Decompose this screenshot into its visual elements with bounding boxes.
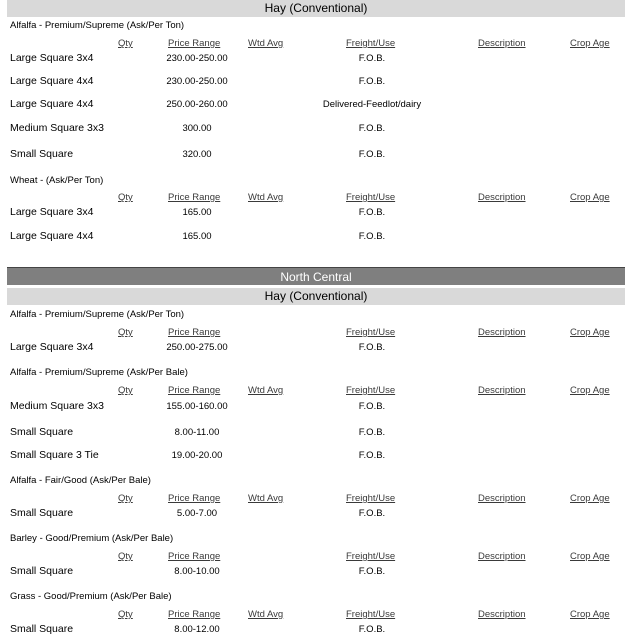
row-name: Small Square — [10, 565, 74, 577]
header-description: Description — [478, 551, 526, 562]
header-freight-use: Freight/Use — [346, 327, 396, 338]
header-freight-use: Freight/Use — [346, 192, 396, 203]
row-freight: F.O.B. — [358, 123, 386, 134]
header-crop-age: Crop Age — [570, 192, 610, 203]
header-crop-age: Crop Age — [570, 493, 610, 504]
header-description: Description — [478, 327, 526, 338]
header-qty: Qty — [118, 327, 133, 338]
category-title: Alfalfa - Fair/Good (Ask/Per Bale) — [10, 475, 151, 486]
header-price-range: Price Range — [168, 327, 221, 338]
row-name: Medium Square 3x3 — [10, 400, 104, 412]
row-name: Small Square — [10, 426, 74, 438]
row-freight: F.O.B. — [358, 149, 386, 160]
header-price-range: Price Range — [168, 192, 221, 203]
row-price: 320.00 — [182, 149, 212, 160]
header-crop-age: Crop Age — [570, 385, 610, 396]
row-freight: Delivered-Feedlot/dairy — [322, 99, 422, 110]
category-title: Alfalfa - Premium/Supreme (Ask/Per Ton) — [10, 20, 185, 31]
header-qty: Qty — [118, 192, 133, 203]
row-freight: F.O.B. — [358, 53, 386, 64]
row-name: Large Square 3x4 — [10, 52, 94, 64]
row-price: 19.00-20.00 — [171, 450, 223, 461]
category-title: Grass - Good/Premium (Ask/Per Bale) — [10, 591, 172, 602]
header-crop-age: Crop Age — [570, 38, 610, 49]
row-price: 8.00-12.00 — [174, 624, 220, 635]
header-freight-use: Freight/Use — [346, 385, 396, 396]
row-freight: F.O.B. — [358, 450, 386, 461]
header-qty: Qty — [118, 551, 133, 562]
header-freight-use: Freight/Use — [346, 609, 396, 620]
header-crop-age: Crop Age — [570, 551, 610, 562]
row-price: 8.00-11.00 — [174, 427, 220, 438]
header-price-range: Price Range — [168, 385, 221, 396]
category-title: Barley - Good/Premium (Ask/Per Bale) — [10, 533, 174, 544]
category-title: Alfalfa - Premium/Supreme (Ask/Per Bale) — [10, 367, 188, 378]
row-price: 230.00-250.00 — [166, 53, 228, 64]
header-freight-use: Freight/Use — [346, 38, 396, 49]
header-price-range: Price Range — [168, 38, 221, 49]
row-name: Large Square 3x4 — [10, 206, 94, 218]
header-wtd-avg: Wtd Avg — [248, 38, 284, 49]
row-freight: F.O.B. — [358, 342, 386, 353]
header-wtd-avg: Wtd Avg — [248, 192, 284, 203]
row-name: Small Square 3 Tie — [10, 449, 99, 461]
row-name: Small Square — [10, 507, 74, 519]
header-price-range: Price Range — [168, 609, 221, 620]
header-price-range: Price Range — [168, 551, 221, 562]
header-qty: Qty — [118, 609, 133, 620]
section-title-hay: Hay (Conventional) — [7, 0, 625, 17]
row-freight: F.O.B. — [358, 401, 386, 412]
header-freight-use: Freight/Use — [346, 493, 396, 504]
row-freight: F.O.B. — [358, 624, 386, 635]
row-price: 8.00-10.00 — [174, 566, 220, 577]
header-description: Description — [478, 493, 526, 504]
row-name: Large Square 4x4 — [10, 230, 94, 242]
header-freight-use: Freight/Use — [346, 551, 396, 562]
row-price: 250.00-275.00 — [166, 342, 228, 353]
row-price: 300.00 — [182, 123, 212, 134]
header-wtd-avg: Wtd Avg — [248, 609, 284, 620]
row-price: 250.00-260.00 — [166, 99, 228, 110]
header-description: Description — [478, 192, 526, 203]
header-description: Description — [478, 38, 526, 49]
row-freight: F.O.B. — [358, 508, 386, 519]
row-name: Large Square 3x4 — [10, 341, 94, 353]
row-name: Medium Square 3x3 — [10, 122, 104, 134]
section-title-hay: Hay (Conventional) — [7, 288, 625, 305]
row-price: 165.00 — [182, 231, 212, 242]
row-name: Large Square 4x4 — [10, 75, 94, 87]
row-price: 155.00-160.00 — [166, 401, 228, 412]
row-price: 165.00 — [182, 207, 212, 218]
row-price: 5.00-7.00 — [176, 508, 218, 519]
row-name: Large Square 4x4 — [10, 98, 94, 110]
row-name: Small Square — [10, 623, 74, 635]
header-crop-age: Crop Age — [570, 609, 610, 620]
row-freight: F.O.B. — [358, 231, 386, 242]
header-qty: Qty — [118, 38, 133, 49]
category-title: Alfalfa - Premium/Supreme (Ask/Per Ton) — [10, 309, 185, 320]
row-freight: F.O.B. — [358, 427, 386, 438]
region-title: North Central — [7, 267, 625, 285]
row-freight: F.O.B. — [358, 76, 386, 87]
row-name: Small Square — [10, 148, 74, 160]
category-title: Wheat - (Ask/Per Ton) — [10, 175, 104, 186]
header-wtd-avg: Wtd Avg — [248, 493, 284, 504]
row-price: 230.00-250.00 — [166, 76, 228, 87]
header-description: Description — [478, 609, 526, 620]
header-qty: Qty — [118, 493, 133, 504]
header-qty: Qty — [118, 385, 133, 396]
header-price-range: Price Range — [168, 493, 221, 504]
header-wtd-avg: Wtd Avg — [248, 385, 284, 396]
row-freight: F.O.B. — [358, 207, 386, 218]
header-crop-age: Crop Age — [570, 327, 610, 338]
row-freight: F.O.B. — [358, 566, 386, 577]
header-description: Description — [478, 385, 526, 396]
